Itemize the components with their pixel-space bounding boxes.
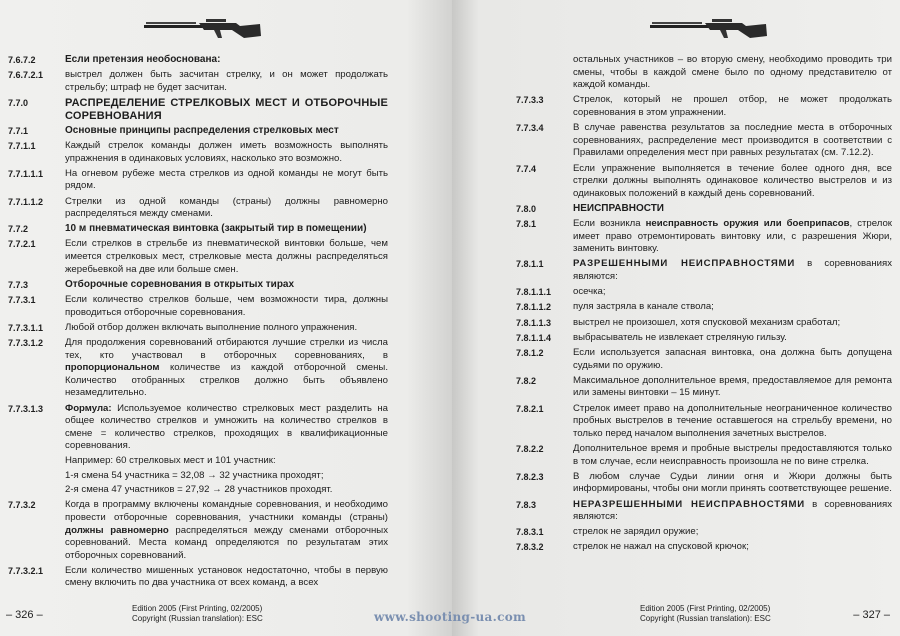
rule-text: На огневом рубеже места стрелков из одной команды не могут быть рядом.	[65, 167, 388, 192]
left-page-text	[8, 54, 388, 593]
emphasis-text: пропорциональном	[65, 362, 160, 374]
rule-paragraph	[8, 168, 388, 193]
footer-edition: Edition 2005 (First Printing, 02/2005)	[132, 604, 263, 613]
rule-text: В любом случае Судьи линии огня и Жюри должны быть информированы, чтобы они могли принять соответствующее решение.	[573, 470, 892, 495]
rule-paragraph	[8, 125, 388, 138]
air-rifle-icon	[650, 16, 768, 42]
rule-paragraph	[516, 301, 892, 314]
rule-paragraph	[8, 322, 388, 335]
rule-number: 7.7.4	[516, 163, 537, 174]
rule-text: Дополнительное время и пробные выстрелы предоставляются только в том случае, если неисправность произошла не по вине стрелка.	[573, 442, 892, 467]
rule-text: Отборочные соревнования в открытых тирах	[65, 278, 295, 290]
rule-paragraph	[516, 218, 892, 256]
rule-paragraph	[8, 499, 388, 562]
rule-text: Если претензия необоснована:	[65, 54, 221, 65]
rule-number: 7.7.1.1.1	[8, 168, 44, 179]
rule-number: 7.8.1.2	[516, 348, 544, 358]
rule-number: 7.8.2.2	[516, 443, 544, 454]
rule-text: Стрелок имеет право на дополнительные неограниченное количество пробных выстрелов в течение оставшегося на стрельбу времени, но только перед началом выполнения зачетных выстрелов.	[573, 402, 892, 439]
rule-paragraph	[8, 97, 388, 122]
rule-number: 7.7.1	[8, 125, 29, 136]
rule-paragraph	[516, 332, 892, 345]
rule-paragraph	[8, 279, 388, 292]
rule-number: 7.8.0	[516, 203, 537, 214]
page-number: – 326 –	[6, 609, 43, 621]
rule-text: Стрелки из одной команды (страны) должны равномерно распределяться между сменами.	[65, 195, 388, 220]
rule-text: НЕРАЗРЕШЕННЫМИ НЕИСПРАВНОСТЯМИ в соревнованиях являются:	[573, 498, 893, 523]
rule-number: 7.8.1.1.1	[516, 287, 552, 298]
rule-text: Если возникла неисправность оружия или боеприпасов, стрелок имеет право отремонтировать винтовку или, с разрешения Жюри, заменить винтовку.	[573, 218, 893, 255]
rule-paragraph	[8, 238, 388, 276]
rule-text: стрелок не зарядил оружие;	[573, 526, 699, 538]
rule-text: стрелок не нажал на спусковой крючок;	[573, 541, 749, 553]
rule-text: выбрасыватель не извлекает стреляную гильзу.	[573, 331, 787, 343]
rule-text: Стрелок, который не прошел отбор, не может продолжать соревнования в этом упражнении.	[573, 94, 892, 118]
rule-number: 7.7.3.3	[516, 95, 544, 106]
rule-text: Если количество стрелков больше, чем возможности тира, должны проводиться отборочные соревнования.	[65, 294, 388, 318]
rule-text: Максимальное дополнительное время, предоставляемое для ремонта или замены винтовки – 15 минут.	[573, 374, 892, 399]
rule-paragraph	[516, 526, 892, 539]
rule-paragraph	[516, 375, 892, 400]
rule-paragraph	[516, 541, 892, 554]
rule-paragraph	[8, 294, 388, 319]
right-page-text	[516, 54, 892, 557]
rule-text: Основные принципы распределения стрелковых мест	[65, 124, 339, 136]
rule-number: 7.8.1.1.2	[516, 302, 552, 313]
rule-text: Если упражнение выполняется в течение более одного дня, все стрелки должны выполнять одинаковое количество выстрелов и из одинаковых положений в каждый день соревнований.	[573, 162, 892, 199]
rule-number: 7.7.1.1	[8, 140, 36, 151]
rule-number: 7.8.3.2	[516, 542, 544, 553]
rule-number: 7.7.3.1.2	[8, 338, 44, 348]
rule-text: выстрел должен быть засчитан стрелку, и он может продолжать стрельбу; штраф не будет засчитан.	[65, 69, 388, 93]
rule-number: 7.8.3.1	[516, 527, 544, 538]
emphasis-text: Формула:	[65, 402, 112, 414]
rule-text: остальных участников – во вторую смену, необходимо проводить три смены, чтобы в каждой смене было по одному представителю от каждой команды.	[573, 54, 892, 91]
rule-number: 7.8.1.1.3	[516, 317, 552, 328]
rule-paragraph	[516, 286, 892, 299]
emphasis-text: НЕРАЗРЕШЕННЫМИ НЕИСПРАВНОСТЯМИ	[573, 498, 805, 510]
example-line: 2-я смена 47 участников = 27,92 → 28 участников проходят.	[65, 484, 333, 496]
rule-text: пуля застряла в канале ствола;	[573, 301, 714, 313]
emphasis-text: неисправность оружия или боеприпасов	[645, 218, 850, 230]
rule-text: Когда в программу включены командные соревнования, и необходимо провести отборочные соревнования, участники команды (страны) должны равномерно распределяться между сменами отборочных соревнований. Места команд определяются по результатам этих отборочных соревнований.	[65, 499, 388, 561]
rule-text: выстрел не произошел, хотя спусковой механизм сработал;	[573, 316, 841, 328]
rule-paragraph	[516, 403, 892, 441]
rule-number: 7.7.3.2	[8, 500, 36, 511]
rule-number: 7.8.2.1	[516, 403, 544, 414]
rule-text: осечка;	[573, 286, 606, 298]
rule-number: 7.7.3.1	[8, 295, 36, 306]
rule-text: Если используется запасная винтовка, она должна быть допущена судьями по оружию.	[573, 347, 892, 371]
rule-number: 7.6.7.2.1	[8, 70, 44, 81]
rule-paragraph	[516, 163, 892, 201]
rule-text: Формула: Используемое количество стрелковых мест разделить на общее количество стрелков и умножить на количество стрелков в смене = количество стрелков, проходящих в квалификационные соревнования. Например: 60 стрелковых мест и 101 участник: 1-я смена 54 участника = 32,08 → 32 участника проходят; 2-я смена 47 участников = 27,92 → 28 участников проходят.	[65, 402, 388, 496]
rule-paragraph	[8, 403, 388, 497]
rule-text: В случае равенства результатов за последние места в отборочных соревнованиях, распределение мест производится в соответствии с Правилами определения мест при равных результатах (см. 7.12.2).	[573, 122, 892, 159]
rule-paragraph	[8, 565, 388, 590]
rule-text: Любой отбор должен включать выполнение полного упражнения.	[65, 321, 358, 333]
rule-number: 7.7.1.1.2	[8, 196, 44, 207]
rule-text: РАЗРЕШЕННЫМИ НЕИСПРАВНОСТЯМИ в соревнованиях являются:	[573, 258, 892, 283]
rule-number	[516, 54, 573, 92]
footer-copyright: Copyright (Russian translation): ESC	[640, 614, 771, 623]
rule-number: 7.8.1.1	[516, 259, 544, 270]
rule-text: Для продолжения соревнований отбираются лучшие стрелки из числа тех, кто участвовал в отборочных соревнованиях, в пропорциональном количестве из каждой отборочной смены. Количество отобранных стрелков должно быть объявлено незамедлительно.	[65, 337, 388, 399]
footer-copyright: Copyright (Russian translation): ESC	[132, 614, 263, 623]
rule-paragraph	[516, 471, 892, 496]
rule-number: 7.7.3.1.3	[8, 403, 44, 414]
rule-number: 7.7.0	[8, 97, 29, 108]
footer-edition: Edition 2005 (First Printing, 02/2005)	[640, 604, 771, 613]
rule-number: 7.7.2	[8, 224, 29, 235]
example-line: Например: 60 стрелковых мест и 101 участник:	[65, 454, 276, 466]
rule-text: РАСПРЕДЕЛЕНИЕ СТРЕЛКОВЫХ МЕСТ И ОТБОРОЧНЫЕ СОРЕВНОВАНИЯ	[65, 96, 388, 122]
rule-number: 7.7.3.2.1	[8, 565, 44, 576]
example-line: 1-я смена 54 участника = 32,08 → 32 участника проходят;	[65, 469, 324, 481]
page-footer	[640, 604, 771, 624]
rule-number: 7.7.3.4	[516, 123, 544, 134]
rule-paragraph	[8, 54, 388, 67]
page-footer	[132, 604, 263, 624]
rule-paragraph	[516, 443, 892, 468]
right-page	[452, 0, 900, 636]
rule-text: Если количество мишенных установок недостаточно, чтобы в первую смену включить по два участника от всех команд, а всех	[65, 564, 388, 589]
rule-number: 7.8.1	[516, 219, 537, 230]
rule-paragraph	[516, 94, 892, 119]
rule-paragraph	[516, 499, 892, 524]
emphasis-text: РАЗРЕШЕННЫМИ НЕИСПРАВНОСТЯМИ	[573, 258, 796, 270]
rule-number: 7.7.2.1	[8, 239, 36, 250]
rule-text: Каждый стрелок команды должен иметь возможность выполнять упражнения в одинаковых условиях, насколько это возможно.	[65, 139, 388, 164]
rule-number: 7.8.1.1.4	[516, 332, 552, 343]
rule-number: 7.8.3	[516, 499, 537, 510]
rule-number: 7.8.2.3	[516, 471, 544, 482]
site-watermark[interactable]: www.shooting-ua.com	[373, 610, 527, 624]
rule-number: 7.6.7.2	[8, 55, 36, 65]
rule-paragraph	[8, 223, 388, 236]
rule-paragraph	[516, 122, 892, 160]
rule-paragraph	[516, 347, 892, 372]
rule-paragraph	[516, 317, 892, 330]
rule-paragraph	[8, 196, 388, 221]
rule-number: 7.7.3.1.1	[8, 322, 44, 333]
emphasis-text: должны равномерно	[65, 524, 169, 536]
rule-text: НЕИСПРАВНОСТИ	[573, 202, 664, 214]
rule-text: 10 м пневматическая винтовка (закрытый тир в помещении)	[65, 223, 367, 235]
rule-paragraph	[516, 54, 892, 92]
rule-paragraph	[516, 258, 892, 283]
rule-paragraph	[8, 337, 388, 400]
rule-paragraph	[8, 69, 388, 94]
page-number: – 327 –	[853, 609, 890, 621]
rule-number: 7.8.2	[516, 375, 537, 386]
rule-text: Если стрелков в стрельбе из пневматической винтовки больше, чем имеется стрелковых мест, стрелковые места должны распределяться жеребьевкой на две или больше смен.	[65, 238, 388, 275]
rule-paragraph	[8, 140, 388, 165]
air-rifle-icon	[144, 16, 262, 42]
rule-paragraph	[516, 203, 892, 216]
rule-number: 7.7.3	[8, 279, 29, 290]
